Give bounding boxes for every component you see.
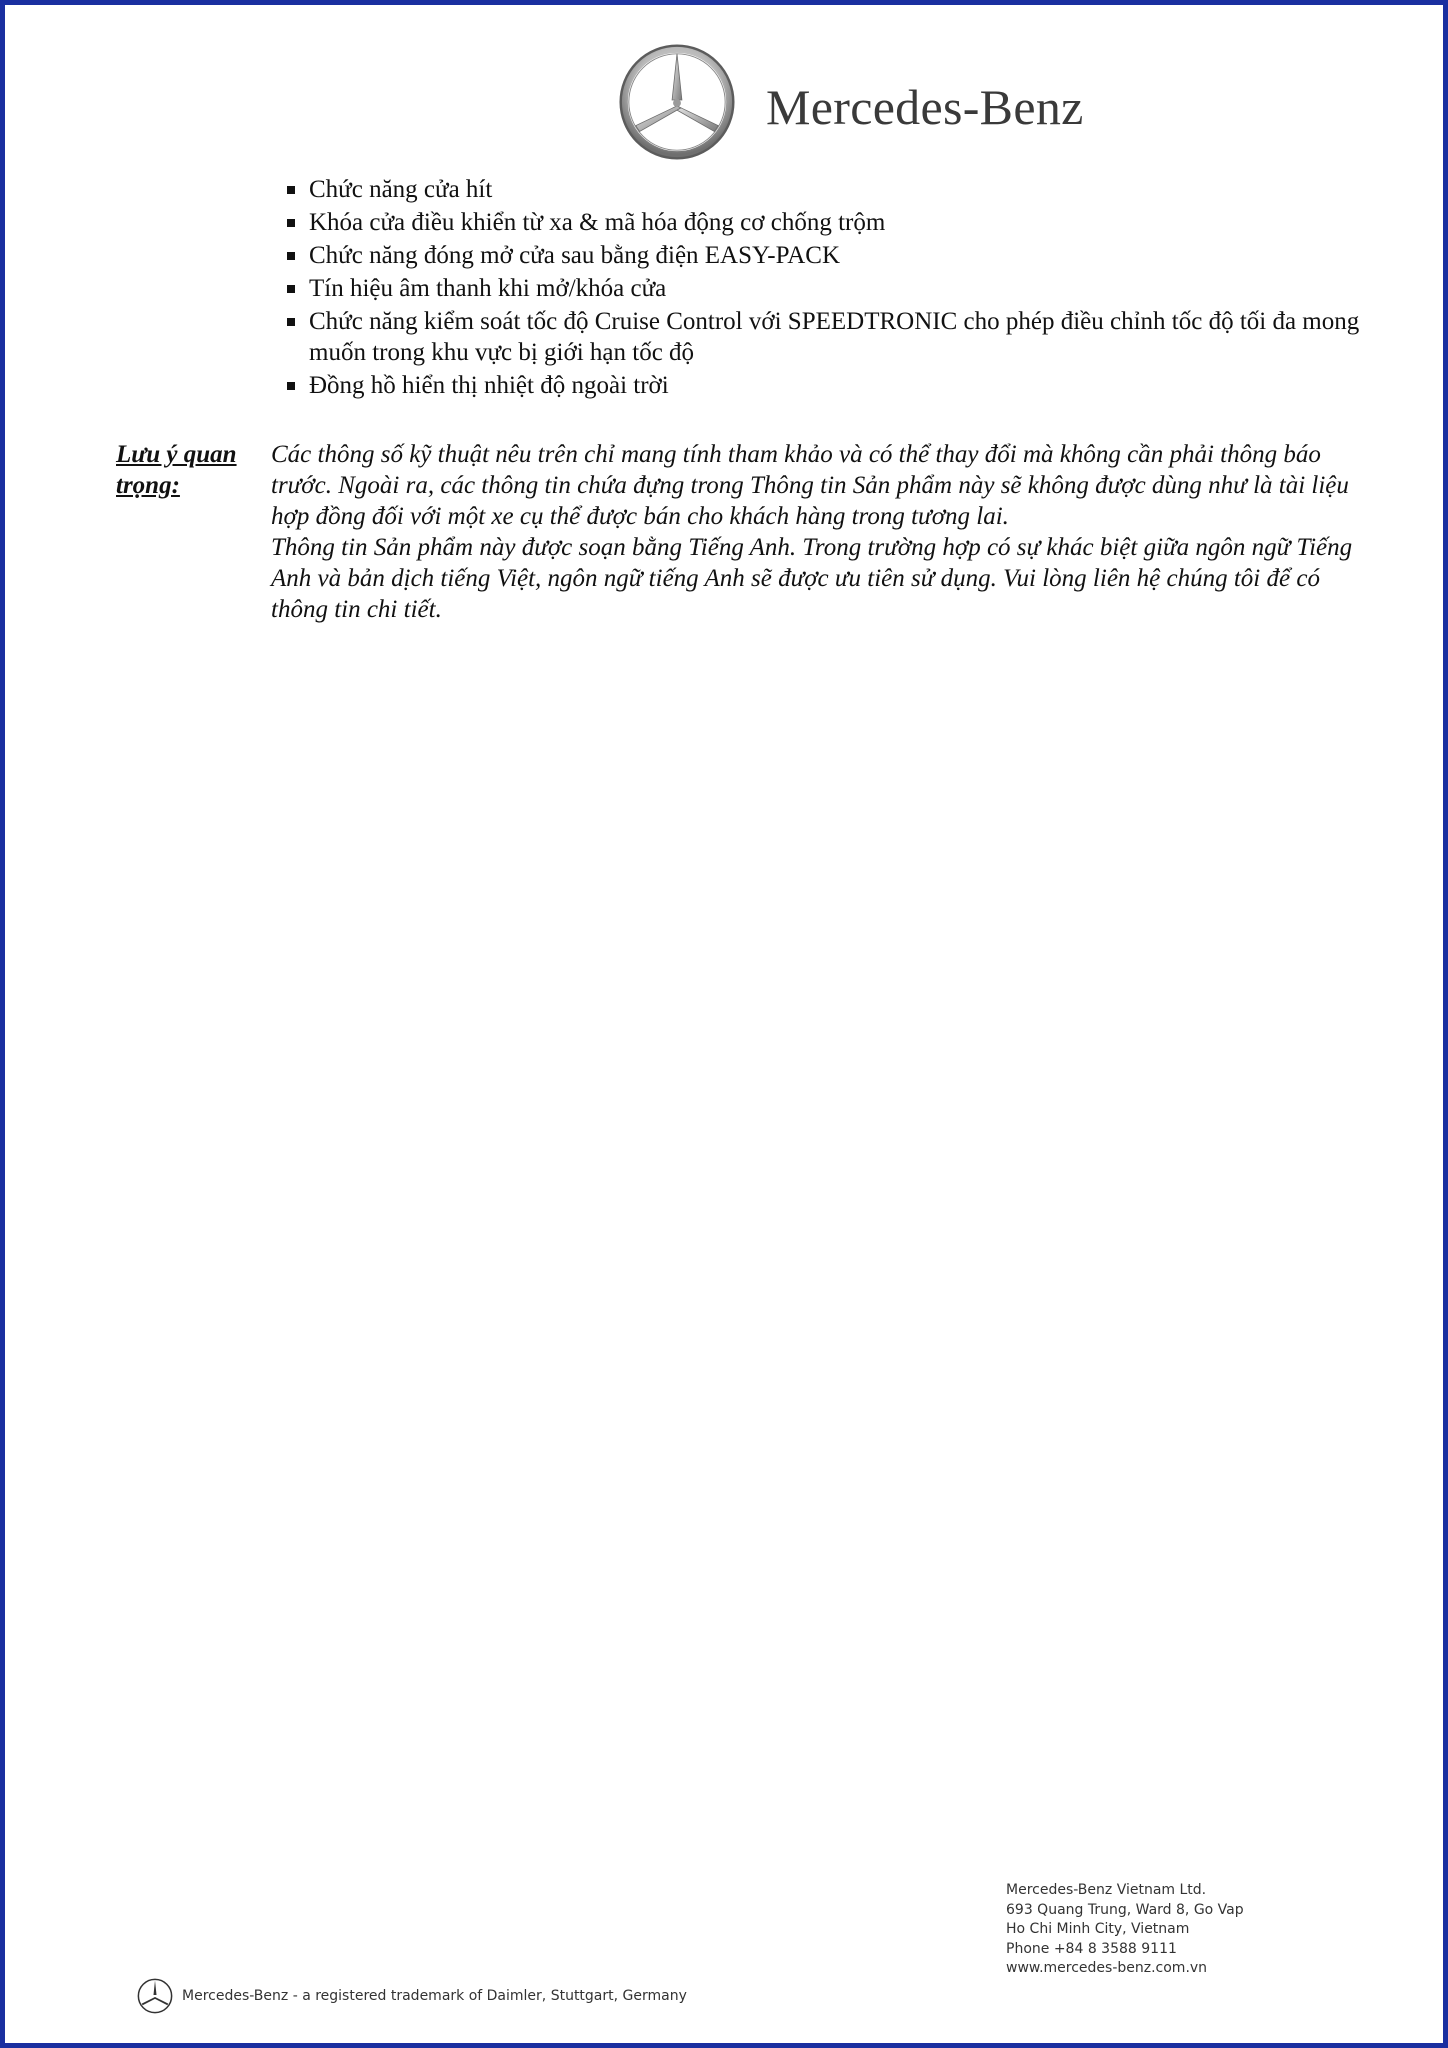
notice-body xyxy=(271,439,1376,625)
square-bullet-icon xyxy=(287,382,295,390)
company-website: www.mercedes-benz.com.vn xyxy=(1006,1960,1208,1976)
list-item xyxy=(285,207,1385,238)
square-bullet-icon xyxy=(287,186,295,194)
mercedes-star-small-icon xyxy=(136,1977,174,2015)
list-item xyxy=(285,240,1385,271)
brand-wordmark: Mercedes-Benz xyxy=(766,79,1084,135)
square-bullet-icon xyxy=(287,252,295,260)
company-street: 693 Quang Trung, Ward 8, Go Vap xyxy=(1006,1901,1244,1918)
list-item-text: Chức năng cửa hít xyxy=(309,176,493,203)
notice-paragraph: Các thông số kỹ thuật nêu trên chỉ mang tính tham khảo và có thể thay đổi mà không cần phải thông báo trước. Ngoài ra, các thông tin chứa đựng trong Thông tin Sản phẩm này sẽ không được dùng như là tài liệu hợp đồng đối với một xe cụ thể được bán cho khách hàng trong tương lai. xyxy=(271,441,1349,530)
list-item-text: Chức năng kiểm soát tốc độ Cruise Control với SPEEDTRONIC cho phép điều chỉnh tốc độ tối đa mong muốn trong khu vực bị giới hạn tốc độ xyxy=(309,308,1360,366)
list-item xyxy=(285,273,1385,304)
notice-label: Lưu ý quan trọng: xyxy=(116,441,237,499)
list-item xyxy=(285,306,1385,368)
list-item xyxy=(285,370,1385,401)
company-phone: Phone +84 8 3588 9111 xyxy=(1006,1940,1177,1957)
company-city: Ho Chi Minh City, Vietnam xyxy=(1006,1921,1190,1937)
square-bullet-icon xyxy=(287,285,295,293)
feature-list xyxy=(285,174,1385,403)
notice-paragraph: Thông tin Sản phẩm này được soạn bằng Tiếng Anh. Trong trường hợp có sự khác biệt giữa ngôn ngữ Tiếng Anh và bản dịch tiếng Việt, ngôn ngữ tiếng Anh sẽ được ưu tiên sử dụng. Vui lòng liên hệ chúng tôi để có thông tin chi tiết. xyxy=(271,534,1353,623)
list-item-text: Chức năng đóng mở cửa sau bằng điện EASY-PACK xyxy=(309,242,841,269)
square-bullet-icon xyxy=(287,219,295,227)
company-name: Mercedes-Benz Vietnam Ltd. xyxy=(1006,1882,1207,1898)
trademark-text: Mercedes-Benz - a registered trademark of Daimler, Stuttgart, Germany xyxy=(182,1988,687,2004)
list-item-text: Tín hiệu âm thanh khi mở/khóa cửa xyxy=(309,275,667,302)
list-item xyxy=(285,174,1385,205)
list-item-text: Khóa cửa điều khiển từ xa & mã hóa động cơ chống trộm xyxy=(309,209,886,236)
company-address xyxy=(1006,1881,1244,1979)
brand-logo xyxy=(618,42,1084,162)
mercedes-star-icon xyxy=(618,43,736,161)
footer-trademark xyxy=(136,1977,687,2015)
square-bullet-icon xyxy=(287,318,295,326)
list-item-text: Đồng hồ hiển thị nhiệt độ ngoài trời xyxy=(309,372,669,399)
